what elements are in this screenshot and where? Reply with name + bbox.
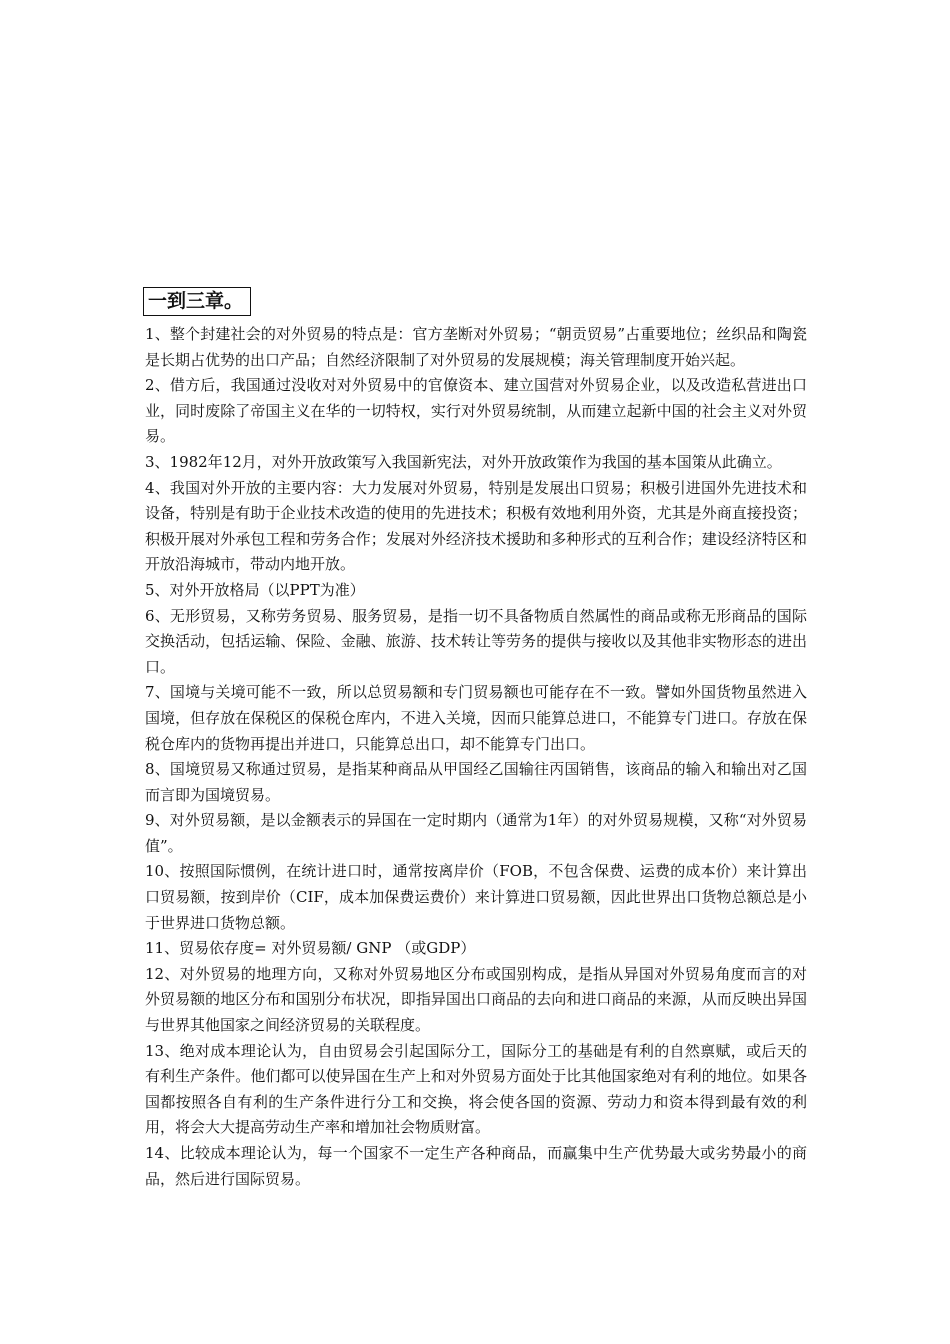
paragraph-10: 10、按照国际惯例，在统计进口时，通常按离岸价（FOB，不包含保费、运费的成本价）来计算出口贸易额，按到岸价（CIF，成本加保费运费价）来计算进口贸易额，因此世界出口货物总额总是小于世界进口货物总额。 — [145, 862, 807, 932]
paragraph-7: 7、国境与关境可能不一致，所以总贸易额和专门贸易额也可能存在不一致。譬如外国货物虽然进入国境，但存放在保税区的保税仓库内，不进入关境，因而只能算总进口，不能算专门进口。存放在保税仓库内的货物再提出并进口，只能算总出口，却不能算专门出口。 — [145, 683, 807, 753]
document-body — [145, 322, 807, 1192]
paragraph-5: 5、对外开放格局（以PPT为准） — [145, 580, 365, 599]
paragraph-2: 2、借方后，我国通过没收对对外贸易中的官僚资本、建立国营对外贸易企业，以及改造私营进出口业，同时废除了帝国主义在华的一切特权，实行对外贸易统制，从而建立起新中国的社会主义对外贸易。 — [145, 376, 807, 446]
paragraph-11: 11、贸易依存度= 对外贸易额/ GNP （或GDP） — [145, 939, 476, 958]
paragraph-13: 13、绝对成本理论认为，自由贸易会引起国际分工，国际分工的基础是有利的自然禀赋，或后天的有利生产条件。他们都可以使异国在生产上和对外贸易方面处于比其他国家绝对有利的地位。如果各国都按照各自有利的生产条件进行分工和交换，将会使各国的资源、劳动力和资本得到最有效的利用，将会大大提高劳动生产率和增加社会物质财富。 — [145, 1041, 807, 1137]
paragraph-4: 4、我国对外开放的主要内容：大力发展对外贸易，特别是发展出口贸易；积极引进国外先进技术和设备，特别是有助于企业技术改造的使用的先进技术；积极有效地利用外资，尤其是外商直接投资；积极开展对外承包工程和劳务合作；发展对外经济技术援助和多种形式的互利合作；建设经济特区和开放沿海城市，带动内地开放。 — [145, 478, 807, 574]
paragraph-6: 6、无形贸易，又称劳务贸易、服务贸易，是指一切不具备物质自然属性的商品或称无形商品的国际交换活动，包括运输、保险、金融、旅游、技术转让等劳务的提供与接收以及其他非实物形态的进出口。 — [145, 606, 807, 676]
paragraph-3: 3、1982年12月，对外开放政策写入我国新宪法，对外开放政策作为我国的基本国策从此确立。 — [145, 452, 782, 471]
paragraph-9: 9、对外贸易额，是以金额表示的异国在一定时期内（通常为1年）的对外贸易规模，又称“对外贸易值”。 — [145, 811, 807, 855]
paragraph-12: 12、对外贸易的地理方向，又称对外贸易地区分布或国别构成，是指从异国对外贸易角度而言的对外贸易额的地区分布和国别分布状况，即指异国出口商品的去向和进口商品的来源，从而反映出异国与世界其他国家之间经济贸易的关联程度。 — [145, 964, 807, 1035]
chapter-heading: 一到三章。 — [143, 287, 251, 316]
paragraph-1: 1、整个封建社会的对外贸易的特点是：官方垄断对外贸易；“朝贡贸易”占重要地位；丝织品和陶瓷是长期占优势的出口产品；自然经济限制了对外贸易的发展规模；海关管理制度开始兴起。 — [145, 325, 807, 369]
paragraph-14: 14、比较成本理论认为，每一个国家不一定生产各种商品，而赢集中生产优势最大或劣势最小的商品，然后进行国际贸易。 — [145, 1144, 807, 1188]
paragraph-8: 8、国境贸易又称通过贸易，是指某种商品从甲国经乙国输往丙国销售，该商品的输入和输出对乙国而言即为国境贸易。 — [145, 760, 807, 804]
